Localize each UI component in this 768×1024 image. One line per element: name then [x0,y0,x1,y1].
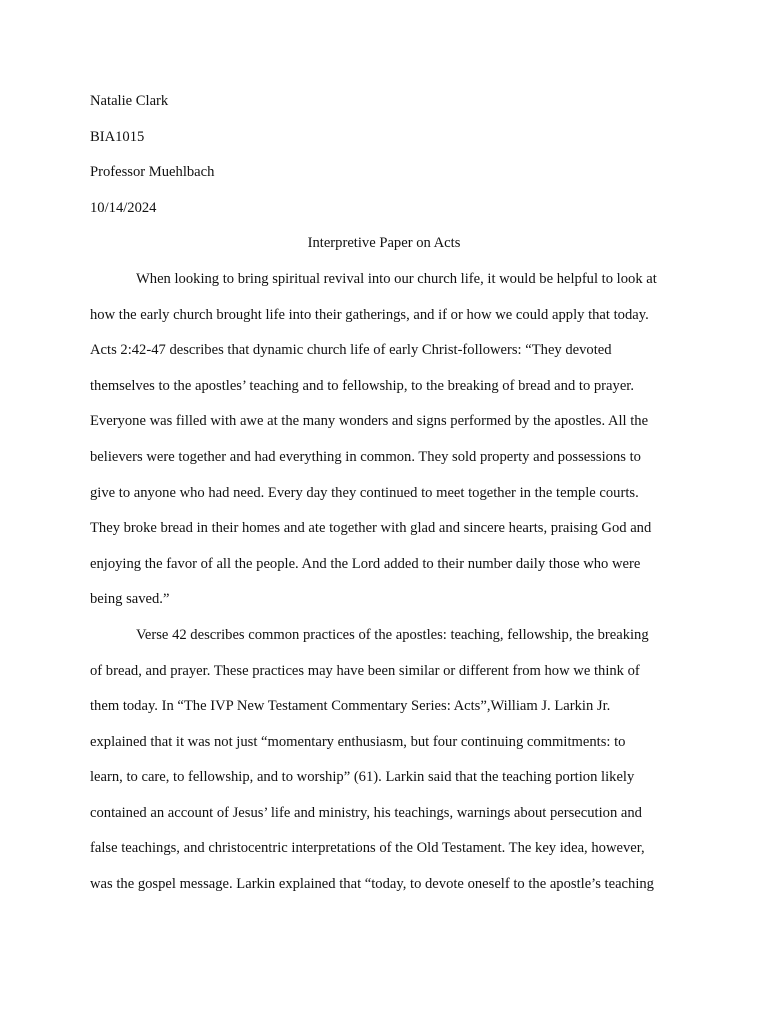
paragraph-line: themselves to the apostles’ teaching and to fellowship, to the breaking of bread and to prayer. [90,377,634,394]
course-code: BIA1015 [90,128,145,145]
paragraph-line: how the early church brought life into their gatherings, and if or how we could apply that today. [90,306,649,323]
paragraph-line: was the gospel message. Larkin explained that “today, to devote oneself to the apostle’s teaching [90,876,654,893]
paragraph-line: They broke bread in their homes and ate together with glad and sincere hearts, praising God and [90,520,652,537]
professor-name: Professor Muehlbach [90,164,215,181]
paragraph-1 [90,262,678,618]
paragraph-line: being saved.” [90,591,170,608]
paper-title: Interpretive Paper on Acts [307,235,461,252]
paragraph-line: Acts 2:42-47 describes that dynamic church life of early Christ-followers: “They devoted [90,342,612,359]
paragraph-line: explained that it was not just “momentary enthusiasm, but four continuing commitments: to [90,733,626,750]
paragraph-line: believers were together and had everything in common. They sold property and possessions to [90,448,641,465]
document-date: 10/14/2024 [90,199,157,216]
paragraph-line: contained an account of Jesus’ life and ministry, his teachings, warnings about persecution and [90,804,642,821]
document-page [90,84,678,903]
paragraph-line: false teachings, and christocentric interpretations of the Old Testament. The key idea, however, [90,840,645,857]
author-name: Natalie Clark [90,93,169,109]
paragraph-line: learn, to care, to fellowship, and to worship” (61). Larkin said that the teaching portion likely [90,769,635,786]
paragraph-line: Everyone was filled with awe at the many wonders and signs performed by the apostles. All the [90,413,649,430]
paragraph-line: of bread, and prayer. These practices may have been similar or different from how we think of [90,662,640,679]
paragraph-2 [90,618,678,903]
paragraph-line: When looking to bring spiritual revival into our church life, it would be helpful to look at [136,270,657,287]
paragraph-line: them today. In “The IVP New Testament Commentary Series: Acts”,William J. Larkin Jr. [90,698,611,715]
paragraph-line: give to anyone who had need. Every day they continued to meet together in the temple courts. [90,484,639,501]
paragraph-line: enjoying the favor of all the people. And the Lord added to their number daily those who were [90,555,641,572]
paragraph-line: Verse 42 describes common practices of the apostles: teaching, fellowship, the breaking [136,626,649,643]
